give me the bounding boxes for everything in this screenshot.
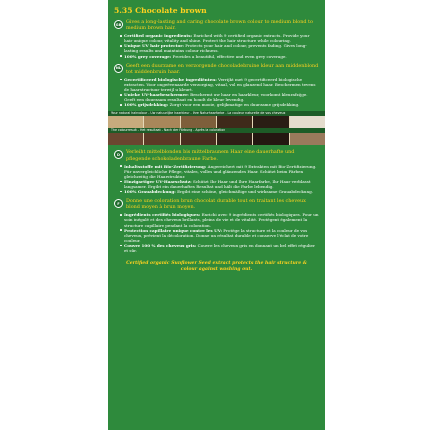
section-intro: Verleiht mittelblonden bis mittelbraunem Haar eine dauerhafte und pflegende schokoladenbraune Farbe.: [126, 149, 295, 162]
list-item: Ingrédients certifiés biologiques: Enrichi avec 9 ingrédients certifiés biologiques. Pour un soin inégalé et des cheveux brillants, pleins de vie et de vitalité. Protègent également la structure capillaire pendant la coloration.: [120, 212, 319, 227]
benefit-list: [114, 33, 319, 58]
result-swatch-6: [290, 133, 325, 145]
result-swatch-4: [217, 133, 253, 145]
result-swatch-2: [144, 133, 180, 145]
right-margin: [325, 0, 430, 430]
colour-swatch-chart: [108, 111, 325, 145]
result-swatch-5: [253, 133, 289, 145]
natural-swatch-5: [253, 116, 289, 128]
section-nl: [114, 63, 319, 108]
product-title: 5.35 Chocolate brown: [114, 6, 207, 15]
list-item: Unieke UV-haarbeschermer: Beschermt uw haar en haarkleur, voorkomt kleurafzijge. Geeft een duurzaam resultaat en houdt de kleur levendig.: [120, 92, 319, 102]
language-badge-icon: NL: [114, 64, 123, 73]
benefit-list: [114, 77, 319, 108]
section-en: [114, 19, 319, 59]
list-item: Certified organic ingredients: Enriched with 9 certified organic extracts. Provide your hair unique colour, vitality and shine. Protect the hair structure while colouring.: [120, 33, 319, 43]
list-item: Protection capillaire unique contre les UV: Protège la structure et la couleur de vos cheveux, prévient la décoloration. Donne un résultat durable et conserve l'éclat de votre couleur.: [120, 228, 319, 243]
natural-swatch-2: [144, 116, 180, 128]
natural-colour-label: Your natural haircolour - Uw natuurlijke haarkleur - Ihre Naturhaarfarbe - La couleur naturelle de vos cheveux: [108, 111, 325, 116]
section-de: [114, 149, 319, 194]
list-item: Gecertificeerd biologische ingrediënten: Verrijkt met 9 gecertificeerd biologische extracten. Voor ongeëvenaarde verzorging, vitaal, vol en glanzend haar. Beschermen tevens de haarstructuur terwijl u kleurt.: [120, 77, 319, 92]
section-fr: [114, 198, 319, 253]
natural-swatch-4: [217, 116, 253, 128]
result-colour-swatches: [108, 133, 325, 145]
natural-swatch-1: [108, 116, 144, 128]
natural-colour-swatches: [108, 116, 325, 128]
result-swatch-1: [108, 133, 144, 145]
result-colour-label: The colourresult - Het resultaat - Nach der Färbung - Après la coloration: [108, 128, 325, 133]
left-margin: [0, 0, 108, 430]
result-swatch-3: [181, 133, 217, 145]
list-item: 100% grijsdekking: Zorgt voor een mooie, gelijkmatige en duurzame grijsdekking.: [120, 102, 319, 107]
language-badge-icon: D: [114, 150, 123, 159]
list-item: 100% grey coverage: Provides a beautiful, effective and even grey coverage.: [120, 54, 319, 59]
section-intro: Donne une coloration brun chocolat durable tout en traitant les cheveux blond moyen à brun moyen.: [126, 198, 306, 211]
benefit-list: [114, 164, 319, 195]
organic-tagline: Certified organic Sunflower Seed extract protects the hair structure & colour against washing out.: [126, 261, 307, 272]
language-badge-icon: GB: [114, 20, 123, 29]
language-badge-icon: F: [114, 199, 123, 208]
list-item: Unique UV hair protector: Protects your hair and colour, prevents fading. Gives long-lasting results and maintains colour richness.: [120, 43, 319, 53]
list-item: Inhaltsstoffe mit Bio-Zertifizierung: Angereichert mit 9 Extrakten mit Bio-Zertifizierung. Für unvergleichliche Pflege, vitales, volles und glänzendes Haar. Schützt beim Färben gleichzeitig die Haarstruktur.: [120, 164, 319, 179]
natural-swatch-3: [181, 116, 217, 128]
instruction-panel: [108, 0, 325, 430]
section-intro: Geeft een duurzame en verzorgende chocoladebruine kleur aan middenblond tot middenbruin haar.: [126, 62, 319, 75]
benefit-list: [114, 212, 319, 253]
list-item: Couvre 100 % des cheveux gris: Couvre les cheveux gris en donnant un bel effet régulier et sûr.: [120, 243, 319, 253]
list-item: 100% Grauabdeckung: Ergibt eine schöne, gleichmäßige und wirksame Grauabdeckung.: [120, 189, 319, 194]
natural-swatch-6: [290, 116, 325, 128]
section-intro: Gives a long-lasting and caring chocolate brown colour to medium blond to medium brown hair.: [126, 19, 313, 32]
list-item: Einzigartiger UV-Haarschutz: Schützt Ihr Haar und Ihre Haarfarbe, Ihr Haar verblasst langsamer. Ergibt ein dauerhaftes Resultat und hält die Farbe lebendig.: [120, 179, 319, 189]
